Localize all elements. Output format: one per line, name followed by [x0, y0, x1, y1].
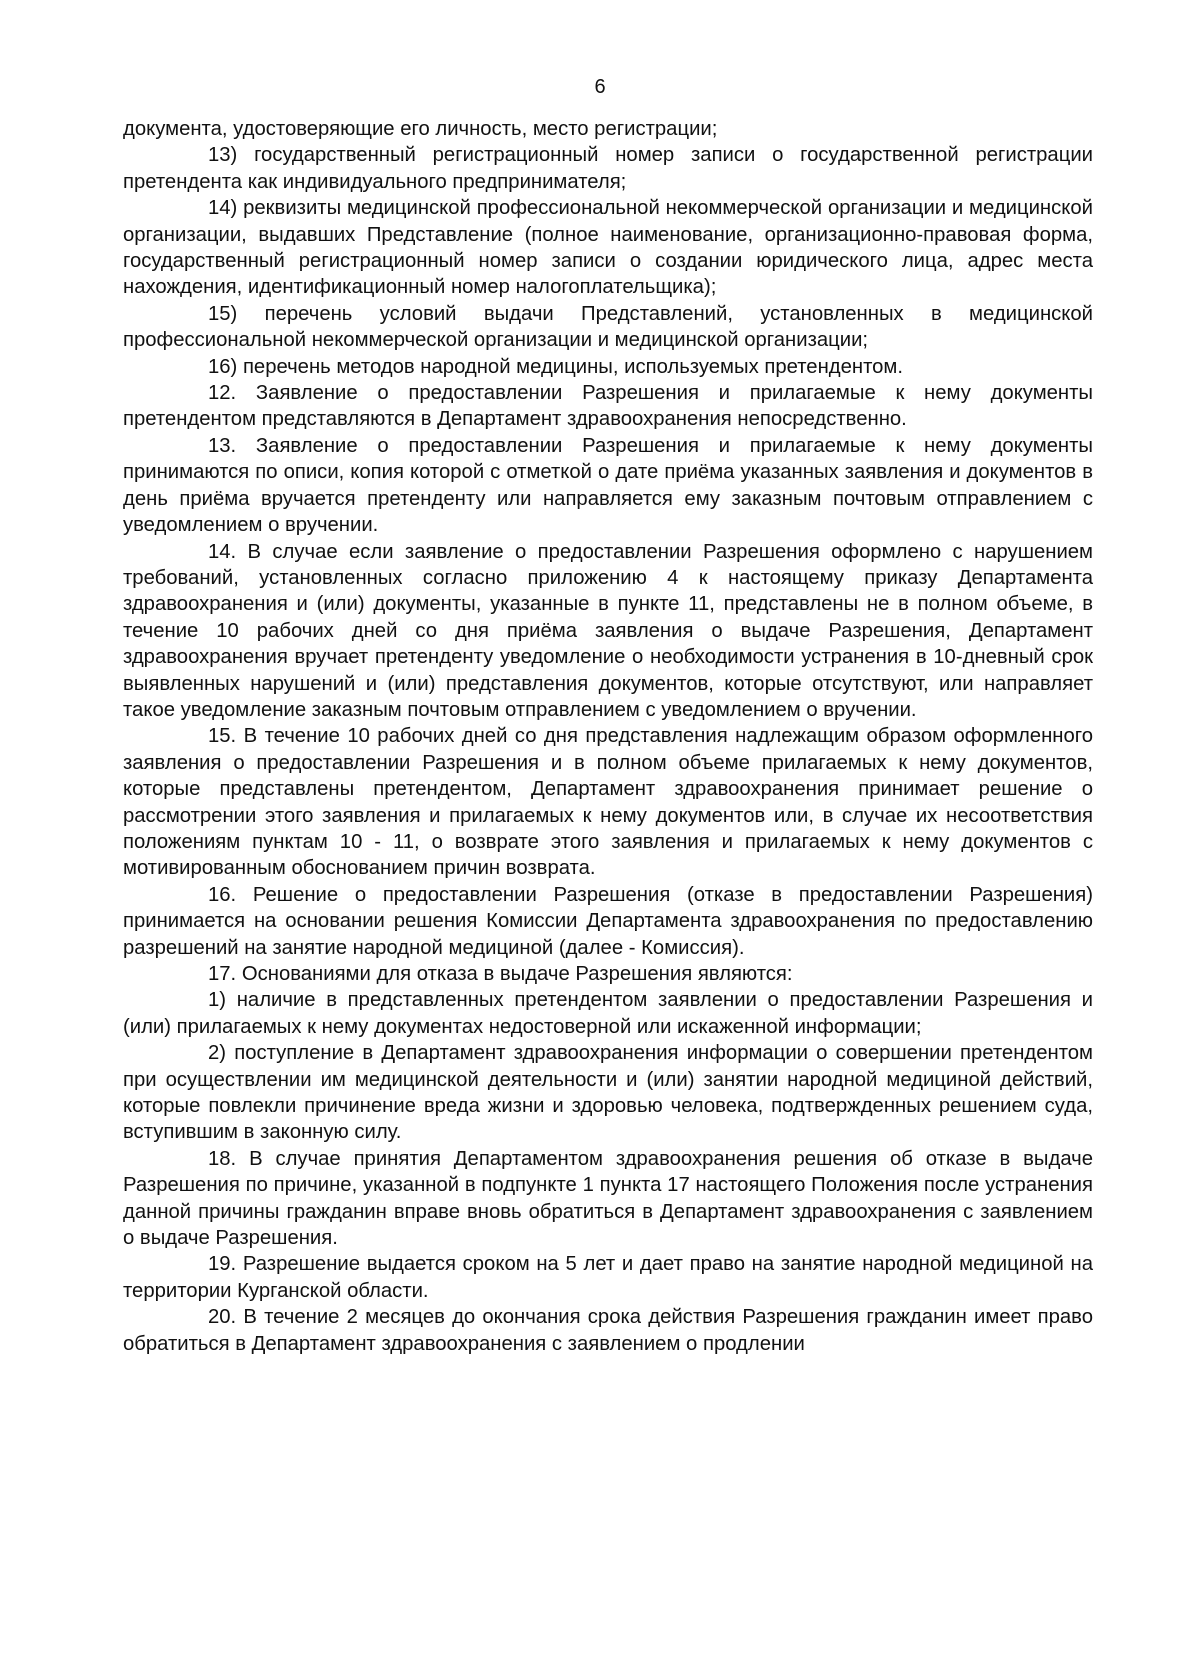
paragraph-continuation: документа, удостоверяющие его личность, место регистрации;	[123, 118, 718, 140]
paragraph-item-16: 16) перечень методов народной медицины, используемых претендентом.	[208, 355, 903, 378]
paragraph-item-14: 14) реквизиты медицинской профессиональной некоммерческой организации и медицинской организации, выдавших Представление (полное наименование, организационно-правовая форма, государственный регистрационный номер записи о создании юридического лица, адрес места нахождения, идентификационный номер налогоплательщика);	[123, 197, 1093, 299]
page-number: 6	[594, 76, 606, 98]
paragraph-clause-17-item-1: 1) наличие в представленных претендентом заявлении о предоставлении Разрешения и (или) прилагаемых к нему документах недостоверной или искаженной информации;	[123, 989, 1093, 1038]
paragraph-clause-16: 16. Решение о предоставлении Разрешения (отказе в предоставлении Разрешения) принимается на основании решения Комиссии Департамента здравоохранения по предоставлению разрешений на занятие народной медициной (далее - Комиссия).	[123, 883, 1093, 959]
paragraph-clause-20: 20. В течение 2 месяцев до окончания срока действия Разрешения гражданин имеет право обратиться в Департамент здравоохранения с заявлением о продлении	[123, 1306, 1093, 1355]
paragraph-clause-12: 12. Заявление о предоставлении Разрешения и прилагаемые к нему документы претендентом представляются в Департамент здравоохранения непосредственно.	[123, 382, 1093, 431]
paragraph-clause-17-item-2: 2) поступление в Департамент здравоохранения информации о совершении претендентом при осуществлении им медицинской деятельности и (или) занятии народной медициной действий, которые повлекли причинение вреда жизни и здоровью человека, подтвержденных решением суда, вступившим в законную силу.	[123, 1042, 1093, 1144]
paragraph-clause-19: 19. Разрешение выдается сроком на 5 лет и дает право на занятие народной медициной на территории Курганской области.	[123, 1253, 1093, 1302]
paragraph-clause-14: 14. В случае если заявление о предоставлении Разрешения оформлено с нарушением требований, установленных согласно приложению 4 к настоящему приказу Департамента здравоохранения и (или) документы, указанные в пункте 11, представлены не в полном объеме, в течение 10 рабочих дней со дня приёма заявления о выдаче Разрешения, Департамент здравоохранения вручает претенденту уведомление о необходимости устранения в 10-дневный срок выявленных нарушений и (или) представления документов, которые отсутствуют, или направляет такое уведомление заказным почтовым отправлением с уведомлением о вручении.	[123, 540, 1093, 721]
paragraph-clause-15: 15. В течение 10 рабочих дней со дня представления надлежащим образом оформленного заявления о предоставлении Разрешения и в полном объеме прилагаемых к нему документов, которые представлены претендентом, Департамент здравоохранения принимает решение о рассмотрении этого заявления и прилагаемых к нему документов или, в случае их несоответствия положениям пунктам 10 - 11, о возврате этого заявления и прилагаемых к нему документов с мотивированным обоснованием причин возврата.	[123, 725, 1093, 880]
paragraph-clause-17: 17. Основаниями для отказа в выдаче Разрешения являются:	[208, 963, 793, 985]
paragraph-item-13: 13) государственный регистрационный номер записи о государственной регистрации претендента как индивидуального предпринимателя;	[123, 144, 1093, 193]
paragraph-item-15: 15) перечень условий выдачи Представлений, установленных в медицинской профессиональной некоммерческой организации и медицинской организации;	[123, 302, 1093, 352]
paragraph-clause-18: 18. В случае принятия Департаментом здравоохранения решения об отказе в выдаче Разрешения по причине, указанной в подпункте 1 пункта 17 настоящего Положения после устранения данной причины гражданин вправе вновь обратиться в Департамент здравоохранения с заявлением о выдаче Разрешения.	[123, 1147, 1093, 1250]
document-body	[123, 116, 1093, 1357]
paragraph-clause-13: 13. Заявление о предоставлении Разрешения и прилагаемые к нему документы принимаются по описи, копия которой с отметкой о дате приёма указанных заявления и документов в день приёма вручается претенденту или направляется ему заказным почтовым отправлением с уведомлением о вручении.	[123, 434, 1093, 537]
